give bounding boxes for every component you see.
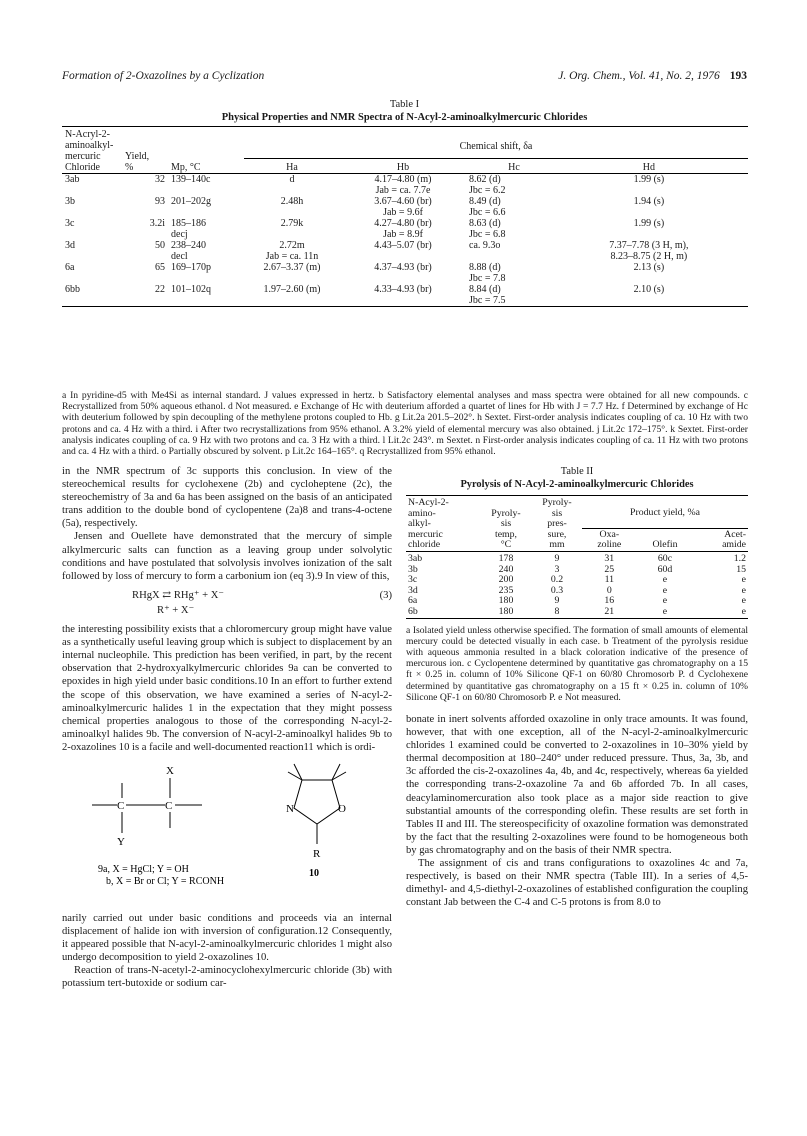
table2-cell-acet: e [741,595,746,607]
table1-row [62,240,748,262]
cell-value: 101–102q [171,284,211,295]
cell-subvalue: Jab = 8.9f [383,229,423,240]
table2-cell-pres: 3 [554,563,560,575]
table1-cell-cmpd [62,262,122,284]
cell-subvalue: Jbc = 7.8 [469,273,506,284]
paragraph: Jensen and Ouellete have demonstrated that the mercury of simple alkylmercuric salts can function as a leaving group under solvolytic conditions and have postulated that solvolysis involves ionization of the salt followed by loss of mercury to form a carbonium ion (eq 3).9 In view of this, [62,531,392,582]
table2-cell-cmpd: 6a [408,595,418,607]
table2-label: Table II [560,466,594,477]
table1-cell-mp [168,174,244,197]
table2-cell-pres: 0.2 [550,574,564,586]
struct-9b-caption: b, X = Br or Cl; Y = RCONH [106,875,225,887]
cell-value: 2.79k [280,218,304,229]
table2-cell-oxa: 16 [604,595,615,607]
table1-cell-yield [122,218,168,240]
cell-value: 6a [65,262,75,273]
hdr-line: alkyl- [408,518,431,530]
table2-cell-temp: 240 [498,563,514,575]
table1-header-ha: Ha [244,162,340,174]
table2-cell-olefin: e [662,595,668,607]
table2-cell-oxa: 25 [604,563,615,575]
right-column [406,465,748,909]
paragraph: Reaction of trans-N-acetyl-2-aminocyclohexylmercuric chloride (3b) with potassium tert-butoxide or sodium car- [62,965,392,990]
table2-cell-temp: 178 [498,552,514,564]
table2-cell-acet: 1.2 [733,552,746,564]
cell-value: 4.33–4.93 (br) [374,284,432,295]
table2-header-yield: Product yield, %a [582,498,748,529]
cell-value: 1.99 (s) [633,174,665,185]
table1-cell-hb [340,174,466,197]
struct-n-label: N [286,802,294,815]
cell-subvalue: Jbc = 6.8 [469,229,506,240]
table1-cell-ha [244,284,340,307]
table2-cell-oxa: 21 [604,605,615,617]
running-title: Formation of 2-Oxazolines by a Cyclization [62,70,265,82]
structure-drawing [62,758,392,908]
equation-text: RHgX ⇄ RHg⁺ + X⁻ [132,589,224,601]
table2-cell-cmpd: 3ab [408,552,423,564]
table1-cell-ha [244,196,340,218]
hdr-line: N-Acryl-2- [65,129,110,140]
cell-value: 3d [65,240,75,251]
hdr-line: Yield, [125,151,150,162]
table2-header-olefin: Olefin [652,539,678,551]
table2-title: Pyrolysis of N-Acyl-2-aminoalkylmercuric Chlorides [460,479,694,490]
table1-cell-hc [466,218,562,240]
hdr-line: sure, [547,528,567,540]
table2-caption [406,465,748,491]
paragraph: The assignment of cis and trans configurations to oxazolines 4c and 7a, respectively, is based on their NMR spectra (Table III). In a series of 4,5-dimethyl- and 4,5-diethyl-2-oxazolines of established configuration the coupling constant Jab between the C-4 and C-5 protons is from 8.0 to [406,857,748,909]
cell-value: 1.99 (s) [633,218,665,229]
table1-row [62,174,748,197]
cell-value: 2.13 (s) [633,262,665,273]
table1-cell-hd [562,196,736,218]
cell-value: 8.49 (d) [469,196,501,207]
cell-value: 1.97–2.60 (m) [263,284,321,295]
table2-cell-cmpd: 3b [408,563,418,575]
hdr-line: temp, [494,528,518,540]
table1-cell-hd [562,240,736,262]
cell-value: 238–240 [171,240,206,251]
table1-cell-hb [340,240,466,262]
table1-row [62,218,748,240]
cell-value: 2.72m [279,240,305,251]
table1-header-hc: Hc [466,162,562,174]
hdr-line: sis [551,507,563,519]
running-header [62,70,747,82]
cell-subvalue: decl [171,251,188,262]
table1-cell-cmpd [62,218,122,240]
struct-9a-caption: 9a, X = HgCl; Y = OH [98,863,189,875]
table2-header-row [406,498,748,529]
hdr-line: Oxa- [599,528,620,540]
cell-value: 185–186 [171,218,206,229]
table2-cell-cmpd: 3c [408,574,418,586]
cell-value: 8.63 (d) [469,218,501,229]
table1-cell-hb [340,284,466,307]
table2-footnotes: a Isolated yield unless otherwise specified. The formation of small amounts of elemental mercury could be detected visually in each case. b Treatment of the pyrolysis residue with aqueous ammonia resulted in a black coloration indicative of the presence of mercurous ion. c Cyclopentene determined by quantitative gas chromatography on a 15 ft × 0.25 in. column of 10% Silicone QF-1 on 60/80 Chromosorb P. d Cyclohexene determined by quantitative gas chromatography on a 15 ft × 0.25 in. column of 10% Silicone QF-1 on 60/80 Chromosorb P. e Not measured. [406,624,748,703]
structure-figures [62,758,392,908]
table2-cell-olefin: e [662,584,668,596]
table1-cell-ha [244,218,340,240]
paragraph: in the NMR spectrum of 3c supports this conclusion. In view of the stereochemical results for cyclohexene (2b) and cycloheptene (2c), the stereochemistry of 3a and 6a has been assigned on the basis of an anticipated trans addition to the double bond of cyclopentene (2a)8 and trans-4-octene (5a), respectively. [62,466,392,530]
hdr-line: mercuric [408,528,443,540]
table2 [406,495,748,621]
table1-cell-hc [466,240,562,262]
paragraph: the interesting possibility exists that a chloromercury group might have value as a synthetically useful leaving group which is subject to displacement by an internal nucleophile. This prediction has been verified, in part, by the recent observation that 2-hydroxyalkylmercuric chlorides 9a can be converted to epoxides in high yield under basic conditions.10 In an effort to further extend the scope of this observation, we have examined a series of N-acyl-2-aminoalkylmercuric halides 1 in the expectation that they might possess chemical properties analogous to those of the corresponding N-acyl-2-aminoalkyl halides 9b. The conversion of N-acyl-2-aminoalkyl halides 9b to 2-oxazolines 10 is a facile and well-documented reaction11 which is ordi- [62,624,392,753]
cell-subvalue: 8.23–8.75 (2 H, m) [610,251,688,262]
table2-cell-cmpd: 6b [408,605,418,617]
table2-cell-pres: 9 [554,595,560,607]
cell-value: 65 [155,262,165,273]
struct-y-label: Y [117,835,125,848]
table2-cell-oxa: 0 [606,584,612,596]
table1-cell-cmpd [62,196,122,218]
table1-header-pct: % [122,162,168,174]
cell-value: 4.43–5.07 (br) [374,240,432,251]
table1-cell-hb [340,196,466,218]
table1-header-yield [122,129,168,162]
cell-value: 4.17–4.80 (m) [374,174,432,185]
table1-cell-hc [466,262,562,284]
table2-header-pressure [532,498,582,551]
hdr-line: amino- [408,507,436,519]
table1-header-shift: Chemical shift, δa [244,129,748,159]
table1-cell-cmpd [62,284,122,307]
table2-cell-temp: 180 [498,605,514,617]
cell-value: ca. 9.3o [469,240,501,251]
cell-value: 8.88 (d) [469,262,501,273]
table2-cell-pres: 8 [554,605,560,617]
table2-cell-oxa: 11 [604,574,615,586]
table1-title: Physical Properties and NMR Spectra of N-Acyl-2-aminoalkylmercuric Chlorides [221,112,588,123]
hdr-line: N-Acyl-2- [408,497,449,508]
table1-cell-mp [168,284,244,307]
table2-row [406,607,748,618]
left-column [62,465,392,991]
table1-cell-hc [466,196,562,218]
hdr-line: Acet- [724,528,746,540]
struct-10-caption: 10 [309,867,319,879]
struct-o-label: O [338,802,346,815]
table2-cell-cmpd: 3d [408,584,418,596]
paragraph: narily carried out under basic conditions and proceeds via an internal displacement of halide ion with inversion of configuration.12 Consequently, it appeared possible that N-acyl-2-aminoalkylmercuric chlorides 1 might also undergo decomposition to yield 2-oxazolines 10. [62,912,392,964]
table2-cell-temp: 200 [498,574,514,586]
cell-value: 3b [65,196,75,207]
hdr-line: °C [500,539,512,551]
struct-c2-label: C [165,799,173,812]
table2-row [406,586,748,597]
cell-value: 169–170p [171,262,211,273]
cell-value: 3.67–4.60 (br) [374,196,432,207]
table2-cell-acet: e [741,584,746,596]
cell-subvalue: Jbc = 7.5 [469,295,506,306]
table2-row [406,554,748,565]
table1-header-hd: Hd [562,162,736,174]
table1-header-compound [62,129,122,162]
table1-label: Table I [389,99,420,110]
cell-subvalue: Jab = 9.6f [383,207,423,218]
table1-body [62,174,748,307]
table2-row [406,596,748,607]
equation-3 [62,589,392,602]
table2-cell-acet: 15 [736,563,746,575]
cell-value: 3.2i [149,218,165,229]
cell-value: 4.37–4.93 (br) [374,262,432,273]
equation-number: (3) [379,589,392,601]
table1-cell-hc [466,284,562,307]
table1-cell-hd [562,262,736,284]
hdr-line: chloride [408,539,441,551]
cell-value: 201–202g [171,196,211,207]
table1-cell-hd [562,174,736,197]
table1-row [62,196,748,218]
page-number: 193 [729,70,747,82]
table1-cell-yield [122,196,168,218]
cell-value: 7.37–7.78 (3 H, m), [609,240,689,251]
table1-cell-yield [122,174,168,197]
hdr-line: mercuric [65,151,101,162]
cell-value: d [289,174,295,185]
table1-cell-yield [122,262,168,284]
table1-cell-mp [168,262,244,284]
table2-header-compound [406,498,480,551]
cell-value: 32 [155,174,165,185]
table2-cell-olefin: e [662,574,668,586]
cell-value: 22 [155,284,165,295]
table1-cell-hd [562,218,736,240]
cell-subvalue: decj [171,229,188,240]
table1-cell-hc [466,174,562,197]
cell-value: 8.84 (d) [469,284,501,295]
table2-cell-olefin: 60d [657,563,673,575]
table1-cell-ha [244,174,340,197]
hdr-line: mm [549,539,565,551]
struct-r-label: R [313,847,321,860]
table2-cell-acet: e [741,574,746,586]
cell-value: 2.48h [280,196,304,207]
table1-cell-mp [168,196,244,218]
table1-header-mp: Mp, °C [168,162,244,174]
table1-row [62,284,748,307]
table1-row [62,262,748,284]
cell-subvalue: Jab = ca. 11n [265,251,319,262]
table2-body [406,554,748,618]
table1-header-chloride: Chloride [62,162,122,174]
table2-header-temp [480,498,532,551]
hdr-line: aminoalkyl- [65,140,114,151]
cell-value: 2.67–3.37 (m) [263,262,321,273]
table1-subheader-row [62,162,748,174]
table1-cell-hb [340,262,466,284]
struct-x-label: X [166,764,174,777]
table1-cell-hb [340,218,466,240]
hdr-line: pres- [547,518,567,530]
cell-value: 4.27–4.80 (br) [374,218,432,229]
table2-cell-temp: 180 [498,595,514,607]
table1-cell-cmpd [62,240,122,262]
table1-caption [62,98,747,124]
cell-value: 93 [155,196,165,207]
table1-footnotes: a In pyridine-d5 with Me4Si as internal standard. J values expressed in hertz. b Satisfactory elemental analyses and mass spectra were obtained for all new compounds. c Recrystallized from 50% aqueous ethanol. d Not measured. e Exchange of Hc with deuterium afforded a quartet of lines for Hb with J = 7.7 Hz. f Determined by exchange of Hc with deuterium followed by spin decoupling of the methylene protons coupled to Hb. g Lit.2a 201.5–202°. h Sextet. First-order analysis indicates coupling of ca. 10 Hz with two protons and ca. 4 Hz with a third. i After two recrystallizations from 95% ethanol. A 3.2% yield of elemental mercury was also obtained. j Lit.2c 172–175°. k Sextet. First-order analysis indicates coupling of ca. 9 Hz with two protons and ca. 3 Hz with a third. l Lit.2c 243°. m Sextet. n First-order analysis indicates coupling of ca. 11 Hz with two protons and ca. 4 Hz with a third. o Partially obscured by solvent. p Lit.2c 164–165°. q Recrystallized from 95% ethanol. [62,390,748,458]
table1-cell-cmpd [62,174,122,197]
cell-subvalue: Jbc = 6.2 [469,185,506,196]
journal-citation [558,70,747,82]
table2-cell-temp: 235 [498,584,514,596]
hdr-line: Pyroly- [542,497,572,508]
table1-cell-mp [168,240,244,262]
cell-subvalue: Jab = ca. 7.7e [375,185,431,196]
table1-cell-ha [244,262,340,284]
table1 [62,126,748,309]
cell-value: 1.94 (s) [633,196,665,207]
table2-row [406,565,748,576]
table1-header-hb: Hb [340,162,466,174]
struct-c1-label: C [117,799,125,812]
hdr-line: sis [500,518,512,530]
cell-value: 2.10 (s) [633,284,665,295]
table1-cell-ha [244,240,340,262]
hdr-line: amide [722,539,746,551]
cell-value: 3c [65,218,75,229]
table2-cell-pres: 0.3 [550,584,564,596]
hdr-line: zoline [597,539,622,551]
table1-cell-mp [168,218,244,240]
table2-cell-acet: e [741,605,746,617]
table1-cell-yield [122,284,168,307]
table2-row [406,575,748,586]
cell-value: 6bb [65,284,80,295]
cell-value: 139–140c [171,174,211,185]
table2-cell-olefin: e [662,605,668,617]
cell-value: 3ab [65,174,80,185]
table1-header-row [62,129,748,159]
cell-value: 50 [155,240,165,251]
table2-cell-olefin: 60c [657,552,673,564]
table2-header-acetamide [693,529,748,552]
cell-subvalue: Jbc = 6.6 [469,207,506,218]
journal-info: J. Org. Chem., Vol. 41, No. 2, 1976 [558,70,720,82]
paragraph: bonate in inert solvents afforded oxazoline in only trace amounts. It was found, however, that with one exception, all of the N-acyl-2-aminoalkylmercuric chlorides 1 examined could be converted to 2-oxazolines in 10–30% yield by thermal decomposition at 180–240° under reduced pressure. Thus, 3a, 3b, and 3c afforded the cis-2-oxazolines 4a, 4b, and 4c, respectively, whereas 6a yielded the corresponding trans-2-oxazoline 7a and 6b afforded 7b. In all cases, deacylaminomercuration also took place as a major side reaction to give substantial amounts of the corresponding olefin. These results are set forth in Tables II and III. The stereospecificity of oxazoline formation was demonstrated by the fact that the resulting 2-oxazolines were found to be homogeneous both by gas chromatography and on the basis of their NMR spectra. [406,713,748,856]
table2-cell-pres: 9 [554,552,560,564]
table1-cell-yield [122,240,168,262]
cell-value: 8.62 (d) [469,174,501,185]
table1-cell-hd [562,284,736,307]
hdr-line: Pyroly- [491,507,521,519]
equation-product: R⁺ + X⁻ [157,604,195,616]
table2-header-oxazoline [582,529,637,552]
table2-cell-oxa: 31 [604,552,615,564]
